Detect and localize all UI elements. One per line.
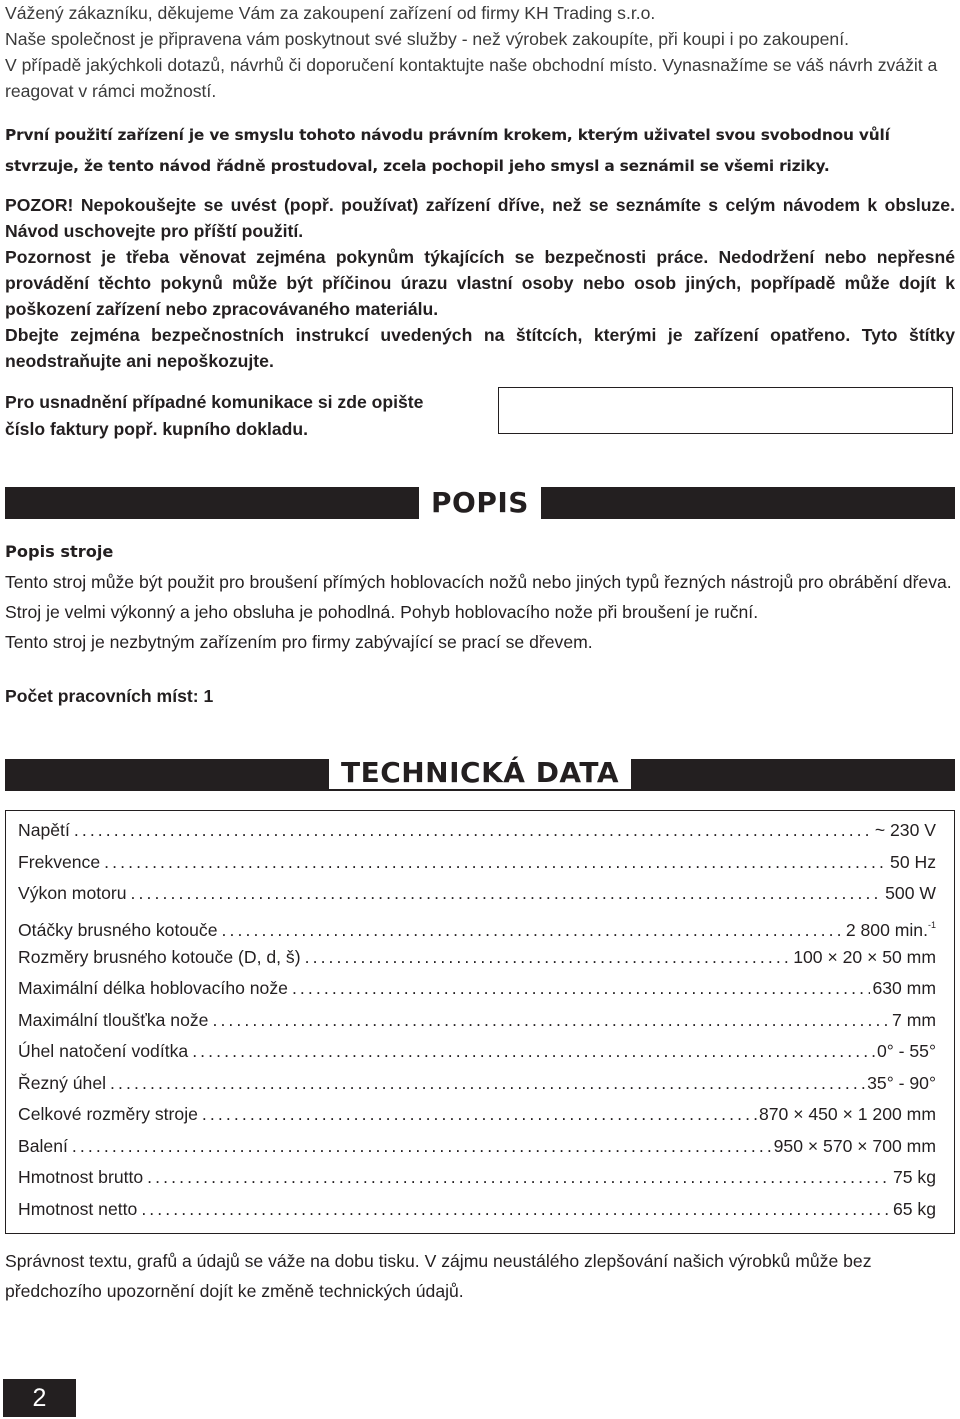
spec-label: Úhel natočení vodítka bbox=[18, 1041, 189, 1061]
spec-label: Rozměry brusného kotouče (D, d, š) bbox=[18, 947, 301, 967]
intro-text bbox=[5, 0, 953, 104]
spec-label: Otáčky brusného kotouče bbox=[18, 920, 218, 940]
leader-dots bbox=[74, 814, 873, 846]
leader-dots bbox=[104, 846, 888, 878]
footnote-text: Správnost textu, grafů a údajů se váže na dobu tisku. V zájmu neustálého zlepšování našich výrobků může bez předchozího upozornění dojít ke změně technických údajů. bbox=[5, 1251, 872, 1301]
leader-dots bbox=[222, 914, 844, 941]
leader-dots bbox=[131, 877, 884, 909]
spec-label: Napětí bbox=[18, 820, 70, 840]
spec-value: 7 mm bbox=[892, 1010, 936, 1030]
spec-value: 0° - 55° bbox=[876, 1041, 936, 1061]
invoice-note-line: Pro usnadnění případné komunikace si zde opište bbox=[5, 392, 424, 412]
spec-row bbox=[18, 1098, 936, 1130]
tech-data-table bbox=[5, 810, 955, 1234]
leader-dots bbox=[141, 1193, 891, 1225]
invoice-note-line: číslo faktury popř. kupního dokladu. bbox=[5, 419, 309, 439]
spec-value bbox=[844, 909, 936, 941]
spec-label: Maximální délka hoblovacího nože bbox=[18, 978, 288, 998]
spec-row bbox=[18, 846, 936, 878]
spec-label: Hmotnost netto bbox=[18, 1199, 138, 1219]
spec-value-exponent: -1 bbox=[927, 920, 936, 930]
spec-label: Frekvence bbox=[18, 852, 101, 872]
footnote bbox=[5, 1246, 955, 1306]
leader-dots bbox=[202, 1098, 757, 1130]
leader-dots bbox=[147, 1161, 891, 1193]
spec-value: 100 × 20 × 50 mm bbox=[793, 947, 936, 967]
spec-row bbox=[18, 1067, 936, 1099]
popis-heading bbox=[5, 486, 955, 519]
leader-dots bbox=[72, 1130, 772, 1162]
spec-value-text: 2 800 min. bbox=[845, 920, 928, 940]
intro-line: V případě jakýchkoli dotazů, návrhů či doporučení kontaktujte naše obchodní místo. Vynasnažíme se váš návrh zvážit a reagovat v rámci možností. bbox=[5, 55, 938, 101]
spec-value: 65 kg bbox=[892, 1199, 936, 1219]
popis-subheading: Popis stroje bbox=[5, 542, 114, 561]
popis-body bbox=[5, 567, 955, 657]
intro-line: Vážený zákazníku, děkujeme Vám za zakoupení zařízení od firmy KH Trading s.r.o. bbox=[5, 3, 656, 23]
warning-text: Pozornost je třeba věnovat zejména pokynům týkajících se bezpečnosti práce. Nedodržení nebo nepřesné provádění těchto pokynů může být příčinou úrazu vlastní osoby nebo osob jiných, popřípadě může dojít k poškození zařízení nebo zpracovávaného materiálu. bbox=[5, 247, 955, 319]
leader-dots bbox=[110, 1067, 865, 1099]
spec-label: Hmotnost brutto bbox=[18, 1167, 144, 1187]
spec-row bbox=[18, 1004, 936, 1036]
spec-label: Řezný úhel bbox=[18, 1073, 107, 1093]
page-number: 2 bbox=[3, 1379, 76, 1417]
spec-row bbox=[18, 972, 936, 1004]
spec-value: ~ 230 V bbox=[874, 820, 936, 840]
spec-value: 630 mm bbox=[872, 978, 936, 998]
spec-row bbox=[18, 1161, 936, 1193]
leader-dots bbox=[212, 1004, 890, 1036]
popis-paragraph: Tento stroj může být použit pro broušení přímých hoblovacích nožů nebo jiných typů řezných nástrojů pro obrábění dřeva. Stroj je velmi výkonný a jeho obsluha je pohodlná. Pohyb hoblovacího nože při broušení je ruční. bbox=[5, 572, 952, 622]
leader-dots bbox=[305, 941, 792, 973]
spec-row bbox=[18, 877, 936, 909]
spec-value: 50 Hz bbox=[890, 852, 936, 872]
spec-row bbox=[18, 1035, 936, 1067]
tech-heading bbox=[5, 756, 955, 789]
spec-value: 870 × 450 × 1 200 mm bbox=[758, 1104, 936, 1124]
workplaces-count: Počet pracovních míst: 1 bbox=[5, 686, 214, 706]
warning-text: POZOR! Nepokoušejte se uvést (popř. používat) zařízení dříve, než se seznámíte s celým návodem k obsluze. Návod uschovejte pro příští použití. bbox=[5, 195, 955, 241]
spec-value: 950 × 570 × 700 mm bbox=[773, 1136, 936, 1156]
spec-row bbox=[18, 909, 936, 941]
spec-value: 500 W bbox=[885, 883, 936, 903]
warning-block bbox=[5, 192, 955, 374]
spec-label: Výkon motoru bbox=[18, 883, 127, 903]
spec-row bbox=[18, 941, 936, 973]
spec-row bbox=[18, 1193, 936, 1225]
tech-heading-text: TECHNICKÁ DATA bbox=[329, 756, 631, 789]
spec-label: Balení bbox=[18, 1136, 68, 1156]
intro-line: Naše společnost je připravena vám poskytnout své služby - než výrobek zakoupíte, při koupi i po zakoupení. bbox=[5, 29, 849, 49]
legal-notice-text: První použití zařízení je ve smyslu tohoto návodu právním krokem, kterým uživatel svou svobodnou vůlí stvrzuje, že tento návod řádně prostudoval, zcela pochopil jeho smysl a seznámil se všemi riziky. bbox=[5, 126, 890, 175]
spec-value: 35° - 90° bbox=[867, 1073, 936, 1093]
popis-paragraph: Tento stroj je nezbytným zařízením pro firmy zabývající se prací se dřevem. bbox=[5, 632, 593, 652]
spec-row bbox=[18, 814, 936, 846]
legal-notice bbox=[5, 120, 955, 182]
invoice-note bbox=[5, 389, 495, 443]
spec-label: Celkové rozměry stroje bbox=[18, 1104, 198, 1124]
spec-row bbox=[18, 1130, 936, 1162]
leader-dots bbox=[292, 972, 871, 1004]
spec-label: Maximální tloušťka nože bbox=[18, 1010, 209, 1030]
invoice-number-box[interactable] bbox=[498, 387, 953, 434]
popis-heading-text: POPIS bbox=[419, 486, 541, 519]
leader-dots bbox=[192, 1035, 875, 1067]
warning-text: Dbejte zejména bezpečnostních instrukcí uvedených na štítcích, kterými je zařízení opatřeno. Tyto štítky neodstraňujte ani nepoškozujte. bbox=[5, 325, 955, 371]
spec-value: 75 kg bbox=[892, 1167, 936, 1187]
